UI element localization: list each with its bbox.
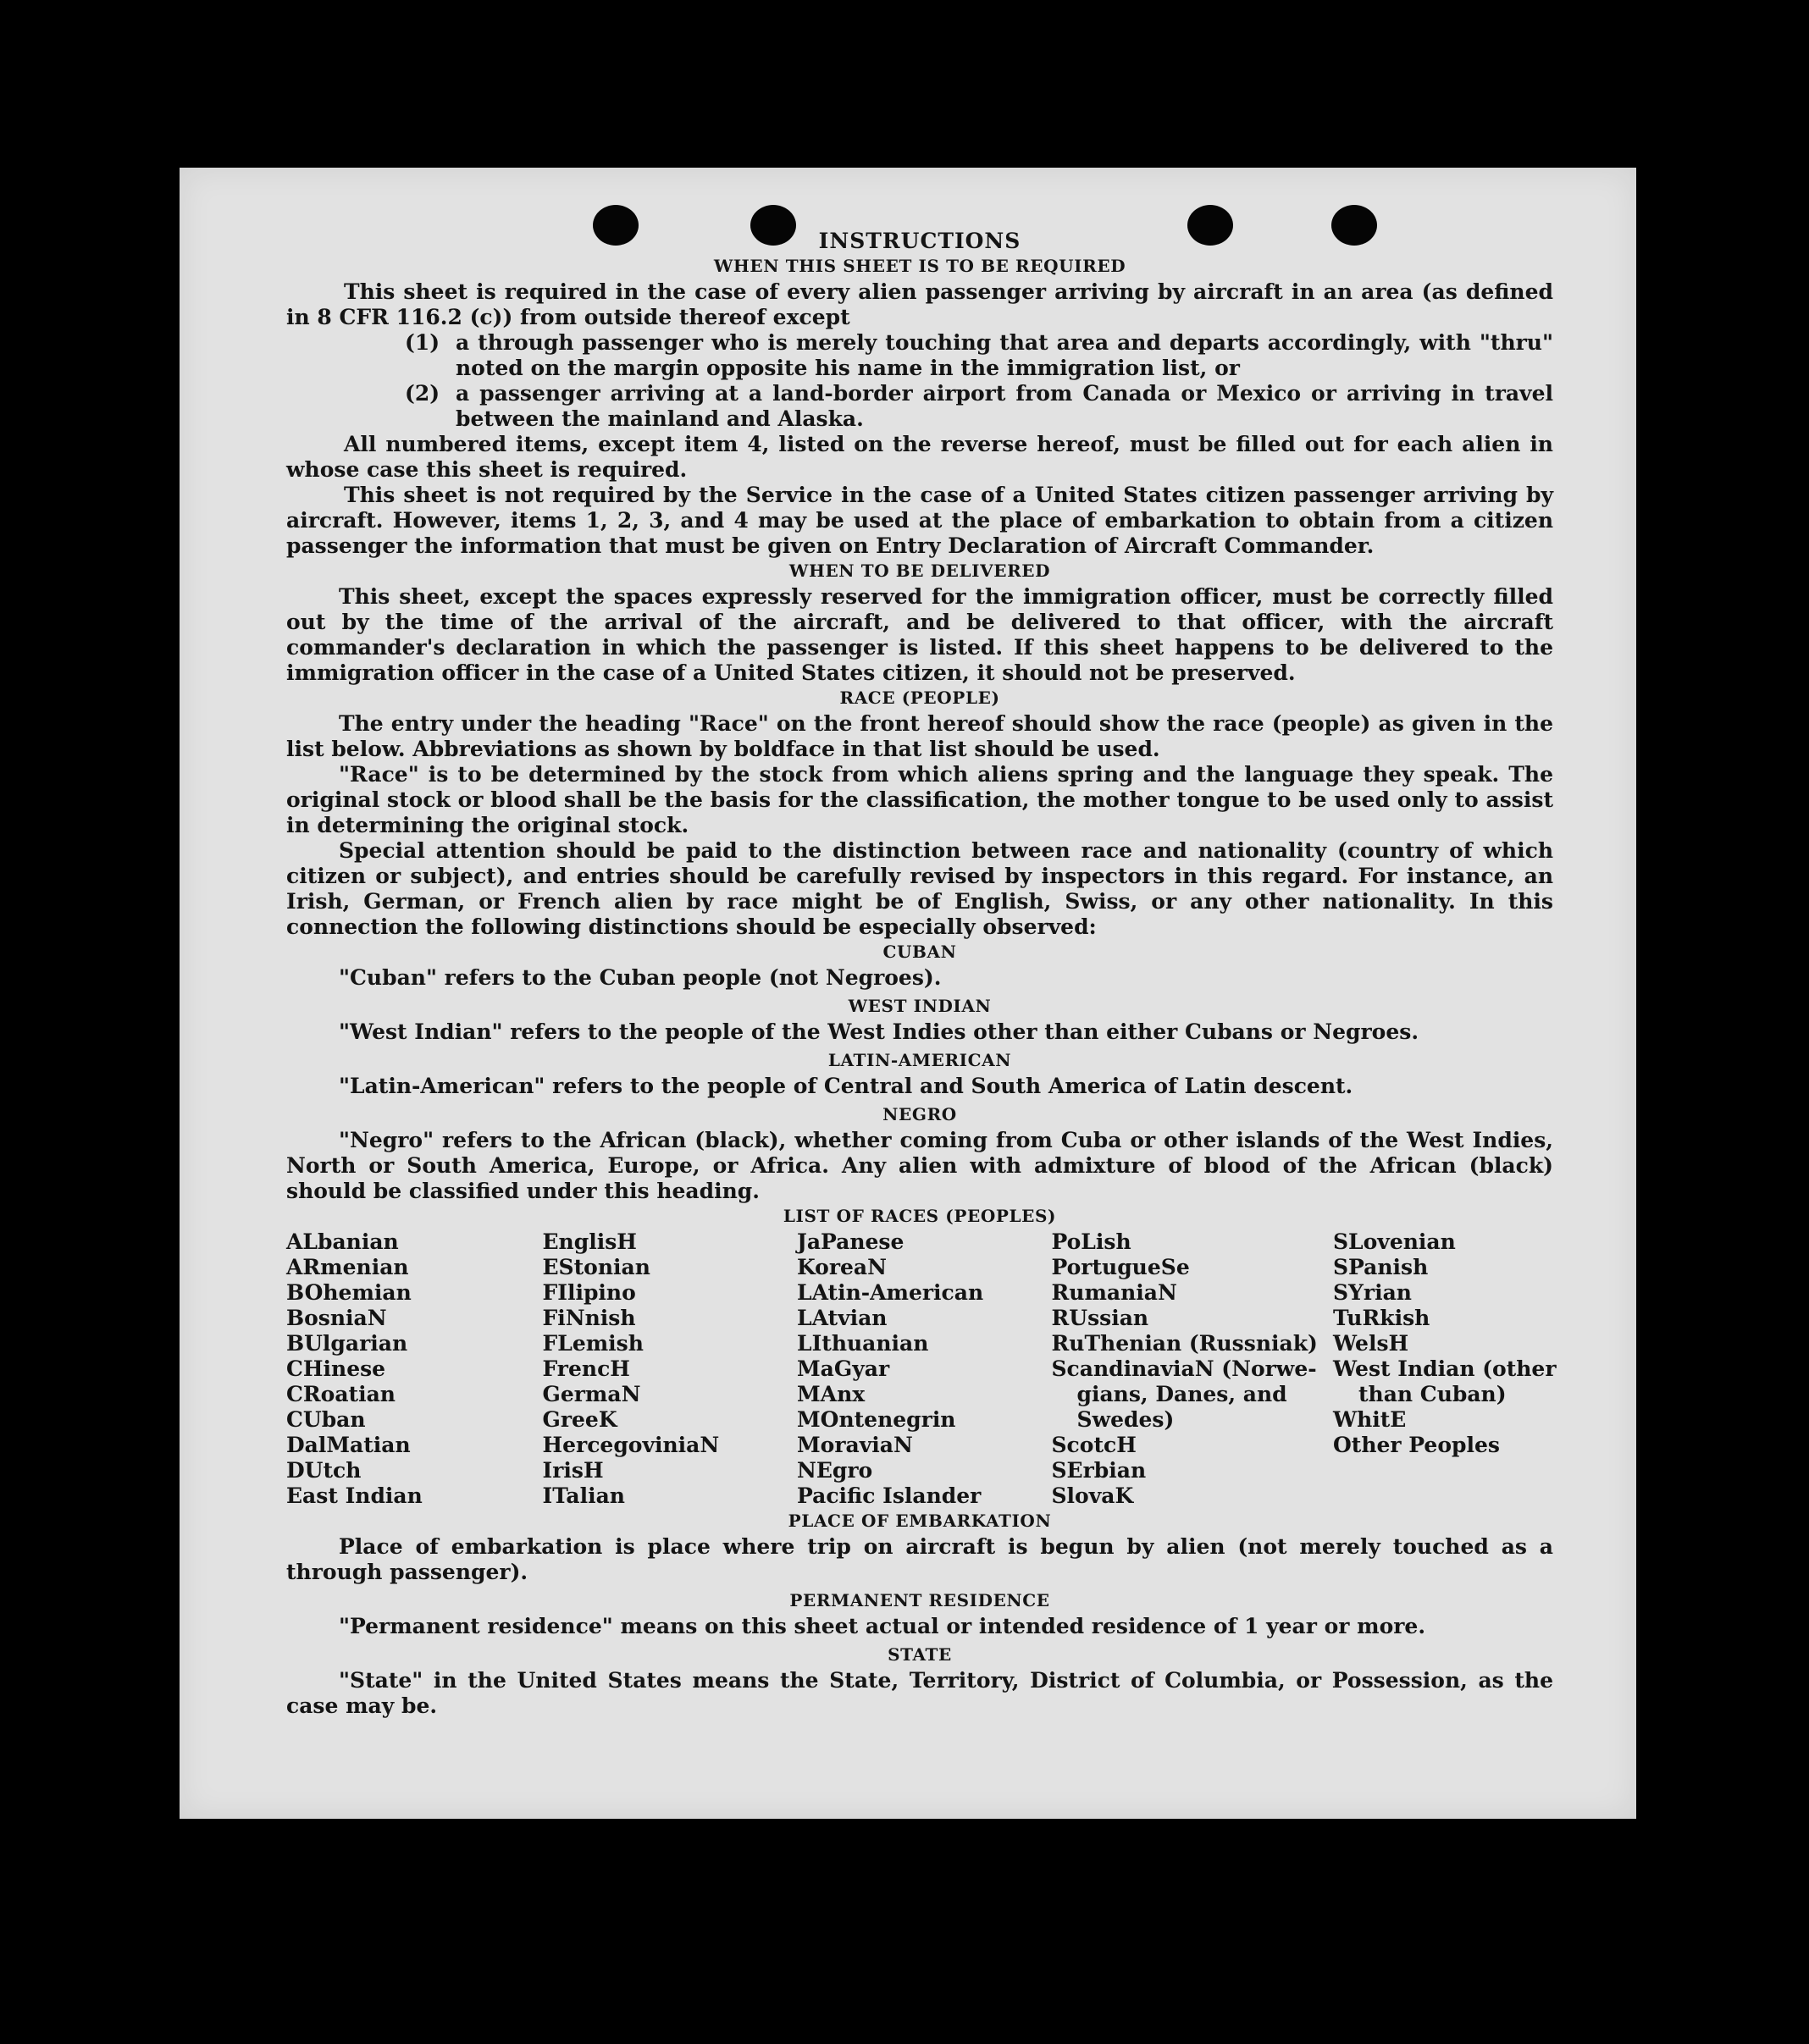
race-entry: CUban: [286, 1407, 366, 1432]
race-entry: Other Peoples: [1333, 1433, 1500, 1457]
section-heading-state: STATE: [888, 1644, 952, 1665]
paragraph: The entry under the heading "Race" on the front hereof should show the race (people) as given in the list below. Abbreviations as shown by boldface in that list should be used.: [286, 711, 1553, 761]
document-body: [286, 229, 1557, 1719]
race-entry: LIthuanian: [797, 1331, 929, 1356]
race-entry: MOntenegrin: [797, 1407, 956, 1432]
race-entry: WhitE: [1333, 1407, 1407, 1432]
race-list: [286, 1229, 1557, 1509]
race-entry: ALbanian: [286, 1229, 399, 1254]
race-entry: JaPanese: [797, 1229, 904, 1254]
paragraph: This sheet, except the spaces expressly reserved for the immigration officer, must be correctly filled out by the time of the arrival of the aircraft, and be delivered to that officer, with the aircraft commander's declaration in which the passenger is listed. If this sheet happens to be delivered to the immigration officer in the case of a United States citizen, it should not be preserved.: [286, 584, 1553, 685]
paragraph: "Negro" refers to the African (black), whether coming from Cuba or other islands of the West Indies, North or South America, Europe, or Africa. Any alien with admixture of blood of the African (black) should be classified under this heading.: [286, 1128, 1553, 1203]
race-entry: PoLish: [1051, 1229, 1131, 1254]
race-entry: PortugueSe: [1051, 1255, 1190, 1279]
paragraph: "West Indian" refers to the people of the West Indies other than either Cubans or Negroes.: [339, 1019, 1419, 1044]
race-entry: EnglisH: [542, 1229, 637, 1254]
race-entry: RumaniaN: [1051, 1280, 1177, 1305]
race-column: [1333, 1229, 1557, 1509]
race-entry: EStonian: [542, 1255, 650, 1279]
race-entry: than Cuban): [1358, 1382, 1507, 1406]
race-entry: BOhemian: [286, 1280, 412, 1305]
race-entry: NEgro: [797, 1458, 873, 1483]
race-entry: RuThenian (Russniak): [1051, 1331, 1318, 1356]
race-entry: ScandinaviaN (Norwe-: [1051, 1356, 1317, 1381]
race-entry: GermaN: [542, 1382, 641, 1406]
race-entry: FIlipino: [542, 1280, 636, 1305]
race-entry: West Indian (other: [1333, 1356, 1557, 1381]
paragraph: "Cuban" refers to the Cuban people (not Negroes).: [339, 965, 942, 990]
race-entry: GreeK: [542, 1407, 617, 1432]
race-column: [1052, 1229, 1323, 1509]
paragraph: "Race" is to be determined by the stock from which aliens spring and the language they speak. The original stock or blood shall be the basis for the classification, the mother tongue to be used only to assist in determining the original stock.: [286, 762, 1553, 837]
race-entry: ARmenian: [286, 1255, 409, 1279]
race-entry: IrisH: [542, 1458, 604, 1483]
race-entry: WelsH: [1333, 1331, 1409, 1356]
race-entry: LAtin-American: [797, 1280, 984, 1305]
race-entry: DalMatian: [286, 1433, 411, 1457]
race-entry: BosniaN: [286, 1306, 387, 1330]
race-entry: MaGyar: [797, 1356, 890, 1381]
paragraph: Place of embarkation is place where trip on aircraft is begun by alien (not merely touched as a through passenger).: [286, 1534, 1553, 1584]
race-entry: CRoatian: [286, 1382, 396, 1406]
race-entry: SYrian: [1333, 1280, 1412, 1305]
list-number: (1): [405, 330, 440, 355]
race-entry: East Indian: [286, 1483, 423, 1508]
race-entry: gians, Danes, and: [1076, 1382, 1287, 1406]
race-entry: FrencH: [542, 1356, 630, 1381]
race-entry: FLemish: [542, 1331, 644, 1356]
section-heading-race: RACE (PEOPLE): [839, 688, 1000, 708]
section-heading-residence: PERMANENT RESIDENCE: [789, 1590, 1050, 1610]
section-heading-when-required: WHEN THIS SHEET IS TO BE REQUIRED: [713, 256, 1126, 276]
section-heading-west-indian: WEST INDIAN: [848, 996, 992, 1016]
race-entry: SPanish: [1333, 1255, 1429, 1279]
list-item: [405, 381, 1553, 432]
instruction-sheet: [180, 168, 1636, 1819]
race-column: [797, 1229, 1041, 1509]
section-heading-embarkation: PLACE OF EMBARKATION: [788, 1511, 1052, 1531]
race-entry: RUssian: [1051, 1306, 1149, 1330]
race-entry: LAtvian: [797, 1306, 888, 1330]
race-entry: FiNnish: [542, 1306, 636, 1330]
section-heading-list-of-races: LIST OF RACES (PEOPLES): [783, 1206, 1057, 1226]
list-text: a through passenger who is merely touching that area and departs accordingly, with "thru" noted on the margin opposite his name in the immigration list, or: [456, 330, 1553, 380]
section-heading-latin-american: LATIN-AMERICAN: [827, 1050, 1012, 1070]
paragraph: Special attention should be paid to the distinction between race and nationality (country of which citizen or subject), and entries should be carefully revised by inspectors in this regard. For instance, an Irish, German, or French alien by race might be of English, Swiss, or any other nationality. In this connection the following distinctions should be especially observed:: [286, 838, 1553, 939]
race-entry: BUlgarian: [286, 1331, 408, 1356]
paragraph: "Latin-American" refers to the people of Central and South America of Latin descent.: [339, 1074, 1353, 1098]
race-entry: TuRkish: [1333, 1306, 1430, 1330]
section-heading-negro: NEGRO: [882, 1104, 957, 1124]
paragraph: This sheet is not required by the Service in the case of a United States citizen passenger arriving by aircraft. However, items 1, 2, 3, and 4 may be used at the place of embarkation to obtain from a citizen passenger the information that must be given on Entry Declaration of Aircraft Commander.: [286, 483, 1553, 558]
list-number: (2): [405, 381, 440, 406]
race-entry: ITalian: [542, 1483, 625, 1508]
paragraph: "Permanent residence" means on this sheet actual or intended residence of 1 year or more.: [339, 1614, 1426, 1638]
race-entry: Swedes): [1076, 1407, 1175, 1432]
list-text: a passenger arriving at a land-border airport from Canada or Mexico or arriving in travel between the mainland and Alaska.: [456, 381, 1553, 431]
section-heading-cuban: CUBAN: [882, 942, 957, 962]
paragraph: "State" in the United States means the State, Territory, District of Columbia, or Possession, as the case may be.: [286, 1668, 1553, 1718]
list-item: [405, 330, 1553, 381]
race-column: [543, 1229, 787, 1509]
paragraph: All numbered items, except item 4, listed on the reverse hereof, must be filled out for each alien in whose case this sheet is required.: [286, 432, 1553, 482]
section-heading-when-delivered: WHEN TO BE DELIVERED: [788, 561, 1051, 581]
document-title: INSTRUCTIONS: [818, 229, 1021, 253]
race-entry: CHinese: [286, 1356, 386, 1381]
race-entry: SlovaK: [1051, 1483, 1134, 1508]
race-entry: ScotcH: [1051, 1433, 1137, 1457]
race-entry: DUtch: [286, 1458, 362, 1483]
race-entry: SLovenian: [1333, 1229, 1456, 1254]
race-entry: MAnx: [797, 1382, 866, 1406]
race-entry: SErbian: [1051, 1458, 1147, 1483]
paragraph: This sheet is required in the case of every alien passenger arriving by aircraft in an area (as defined in 8 CFR 116.2 (c)) from outside thereof except: [286, 279, 1553, 329]
race-entry: MoraviaN: [797, 1433, 913, 1457]
race-column: [286, 1229, 532, 1509]
race-entry: Pacific Islander: [797, 1483, 982, 1508]
race-entry: KoreaN: [797, 1255, 887, 1279]
race-entry: HercegoviniaN: [542, 1433, 720, 1457]
